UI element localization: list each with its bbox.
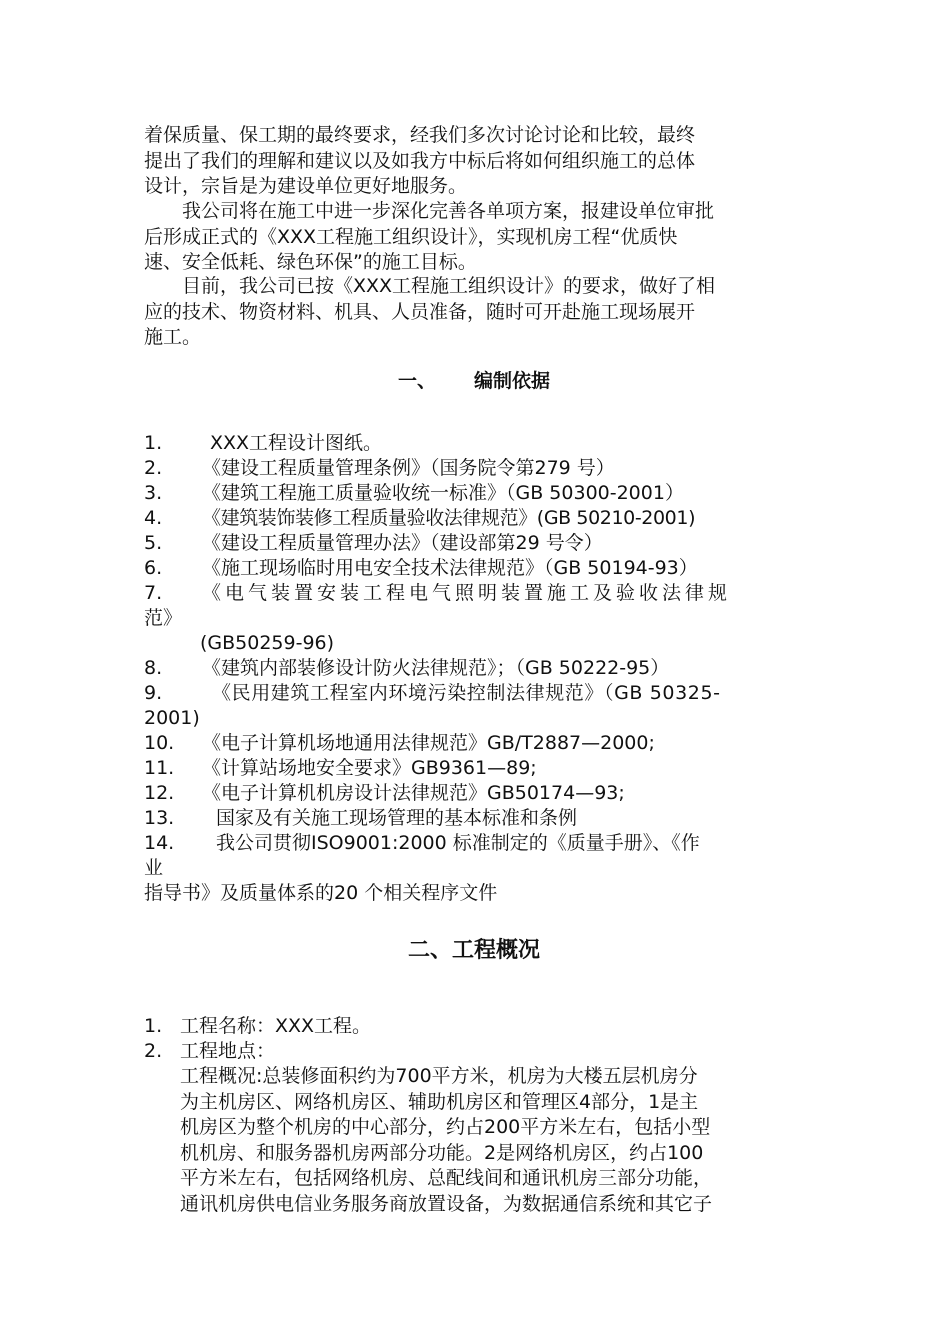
- text-line: 提出了我们的理解和建议以及如我方中标后将如何组织施工的总体: [144, 149, 696, 172]
- item-text: 《民用建筑工程室内环境污染控制法律规范》（GB 50325-: [212, 682, 721, 704]
- item-continuation: 指导书》及质量体系的20 个相关程序文件: [144, 882, 498, 904]
- item-text: 国家及有关施工现场管理的基本标准和条例: [216, 807, 578, 829]
- item-number: 12.: [144, 782, 175, 804]
- item-continuation: (GB50259-96): [200, 632, 335, 654]
- list-item: [144, 481, 814, 506]
- list-item: [144, 806, 814, 831]
- section-heading-basis: [144, 366, 804, 393]
- section-number: 一、: [397, 370, 436, 392]
- item-number: 1.: [144, 432, 163, 454]
- item-continuation: 2001): [144, 707, 200, 729]
- item-number: 2.: [144, 457, 163, 479]
- list-item: [144, 1039, 275, 1064]
- item-text: 工程地点：: [180, 1040, 276, 1062]
- item-text: 《建筑内部装修设计防火法律规范》；（GB 50222-95）: [202, 657, 670, 679]
- item-number: 14.: [144, 832, 175, 854]
- item-text: 《建设工程质量管理办法》（建设部第29 号令）: [202, 532, 603, 554]
- overview-paragraph: [180, 1064, 804, 1217]
- section-heading-overview: 二、工程概况: [407, 938, 540, 963]
- item-number: 11.: [144, 757, 175, 779]
- text-line: 平方米左右，包括网络机房、总配线间和通讯机房三部分功能，: [180, 1167, 713, 1189]
- list-item: [144, 506, 814, 531]
- item-number: 2.: [144, 1040, 163, 1062]
- item-number: 10.: [144, 732, 175, 754]
- list-item: [144, 556, 814, 581]
- list-item: [144, 831, 814, 856]
- item-number: 7.: [144, 582, 163, 604]
- text-line: 目前，我公司已按《XXX工程施工组织设计》的要求，做好了相: [144, 275, 716, 297]
- item-number: 5.: [144, 532, 163, 554]
- text-line: 我公司将在施工中进一步深化完善各单项方案，报建设单位审批: [144, 200, 715, 222]
- item-number: 13.: [144, 807, 175, 829]
- item-text: 《计算站场地安全要求》GB9361—89;: [202, 757, 537, 779]
- item-number: 3.: [144, 482, 163, 504]
- list-item: [144, 731, 814, 756]
- intro-paragraph-2: [144, 199, 804, 276]
- text-line: 工程概况:总装修面积约为700平方米，机房为大楼五层机房分: [180, 1065, 698, 1087]
- text-line: 后形成正式的《XXX工程施工组织设计》，实现机房工程“优质快: [144, 225, 678, 248]
- item-text: 《电气装置安装工程电气照明装置施工及验收法律规: [202, 582, 732, 604]
- text-line: 机机房、和服务器机房两部分功能。2是网络机房区，约占100: [180, 1141, 704, 1164]
- intro-paragraph-1: [144, 123, 804, 200]
- item-number: 4.: [144, 507, 163, 529]
- list-item: [144, 431, 814, 456]
- list-item: [144, 1014, 371, 1039]
- item-continuation: 范》: [144, 607, 183, 629]
- item-number: 8.: [144, 657, 163, 679]
- list-item: [144, 756, 814, 781]
- list-item: [144, 581, 814, 606]
- list-item: [144, 456, 814, 481]
- text-line: 设计，宗旨是为建设单位更好地服务。: [144, 175, 468, 197]
- item-text: 《建筑装饰装修工程质量验收法律规范》(GB 50210-2001): [202, 507, 696, 529]
- item-text: 《建筑工程施工质量验收统一标准》（GB 50300-2001）: [202, 482, 684, 504]
- item-number: 6.: [144, 557, 163, 579]
- list-item: [144, 531, 814, 556]
- item-number: 1.: [144, 1015, 163, 1037]
- item-text: 我公司贯彻ISO9001:2000 标准制定的《质量手册》、《作: [216, 832, 700, 854]
- list-item: [144, 681, 814, 706]
- item-text: 工程名称：XXX工程。: [180, 1015, 372, 1037]
- item-text: 《施工现场临时用电安全技术法律规范》（GB 50194-93）: [202, 557, 698, 579]
- list-item: [144, 656, 814, 681]
- section-title: 编制依据: [474, 370, 551, 392]
- text-line: 机房区为整个机房的中心部分，约占200平方米左右，包括小型: [180, 1116, 711, 1138]
- text-line: 通讯机房供电信业务服务商放置设备，为数据通信系统和其它子: [180, 1192, 713, 1215]
- text-line: 为主机房区、网络机房区、辅助机房区和管理区4部分，1是主: [180, 1090, 699, 1113]
- text-line: 施工。: [144, 326, 202, 348]
- list-item: [144, 781, 814, 806]
- item-continuation: 业: [144, 857, 164, 879]
- text-line: 速、安全低耗、绿色环保”的施工目标。: [144, 251, 477, 273]
- item-text: 《电子计算机机房设计法律规范》GB50174—93;: [202, 782, 625, 804]
- item-text: 《电子计算机场地通用法律规范》GB/T2887—2000;: [202, 732, 655, 754]
- text-line: 应的技术、物资材料、机具、人员准备，随时可开赴施工现场展开: [144, 300, 696, 323]
- item-number: 9.: [144, 682, 163, 704]
- text-line: 着保质量、保工期的最终要求，经我们多次讨论讨论和比较，最终: [144, 124, 696, 146]
- intro-paragraph-3: [144, 274, 804, 351]
- item-text: XXX工程设计图纸。: [210, 432, 383, 454]
- item-text: 《建设工程质量管理条例》（国务院令第279 号）: [202, 457, 615, 479]
